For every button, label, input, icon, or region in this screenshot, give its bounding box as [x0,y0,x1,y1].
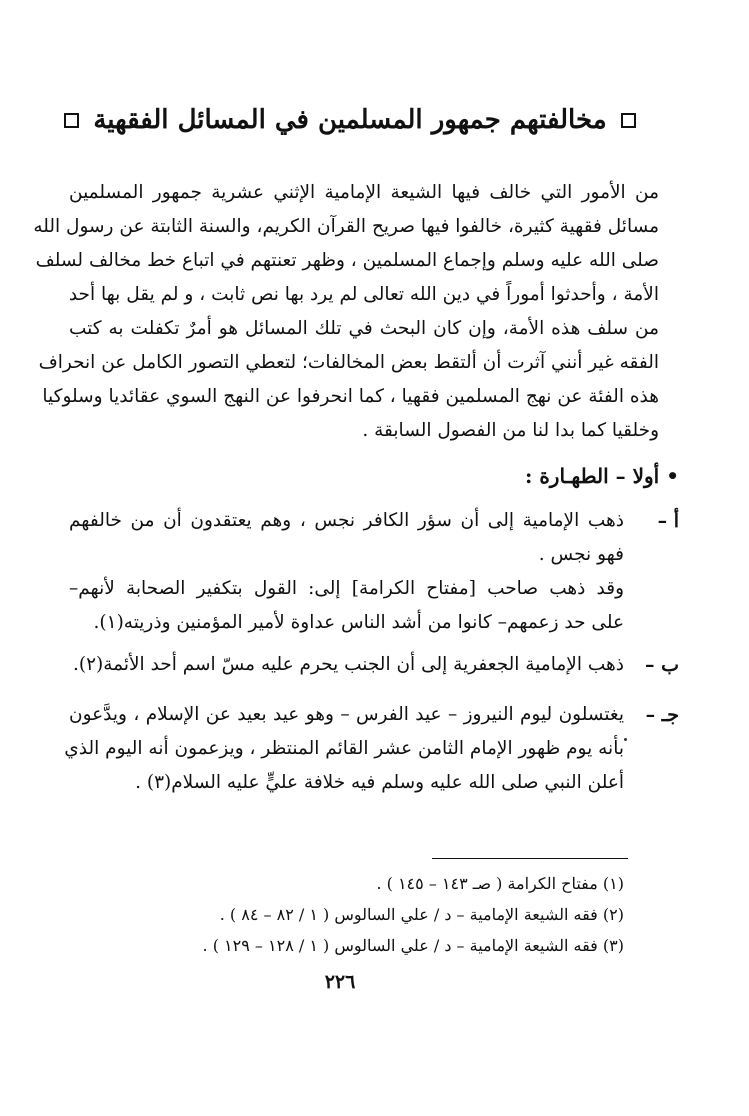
footnote-divider [432,858,628,859]
section-title: • أولا – الطهـارة : [524,464,679,488]
intro-line: من سلف هذه الأمة، وإن كان البحث في تلك المسائل هو أمرٌ تكفلت به كتب [69,318,659,339]
item-line: وقد ذهب صاحب [مفتاح الكرامة] إلى: القول بتكفير الصحابة لأنهم– [69,578,624,599]
item-line: فهو نجس . [538,544,624,565]
item-marker: أ – [657,510,679,532]
item-line: ذهب الإمامية إلى أن سؤر الكافر نجس ، وهم يعتقدون أن من خالفهم [69,510,624,531]
intro-line: صلى الله عليه وسلم وإجماع المسلمين ، وظهر تعنتهم في اتباع خط مخالف لسلف [35,250,659,271]
heading-text: مخالفتهم جمهور المسلمين في المسائل الفقهية [93,105,607,135]
intro-line: من الأمور التي خالف فيها الشيعة الإمامية الإثني عشرية جمهور المسلمين [69,182,659,203]
item-line: على حد زعمهم– كانوا من أشد الناس عداوة لأمير المؤمنين وذريته(١). [93,612,624,633]
intro-line: مسائل فقهية كثيرة، خالفوا فيها صريح القرآن الكريم، والسنة الثابتة عن رسول الله [33,216,659,237]
print-speck [624,738,627,741]
intro-line: هذه الفئة عن نهج المسلمين فقهيا ، كما انحرفوا عن النهج السوي عقائديا وسلوكيا [42,386,659,407]
footnote: (٢) فقه الشيعة الإمامية – د / علي السالوس ( ١ / ٨٢ – ٨٤ ) . [219,905,624,924]
item-marker: جـ – [645,704,679,726]
footnote: (١) مفتاح الكرامة ( صـ ١٤٣ – ١٤٥ ) . [376,874,624,893]
page-heading [93,98,607,142]
item-line: أعلن النبي صلى الله عليه وسلم فيه خلافة عليٍّ عليه السلام(٣) . [135,772,624,793]
intro-line: الفقه غير أنني آثرت أن ألتقط بعض المخالفات؛ لتعطي التصور الكامل عن انحراف [38,352,659,373]
page-number: ٢٢٦ [324,971,356,993]
square-bullet-icon [621,113,636,128]
footnote: (٣) فقه الشيعة الإمامية – د / علي السالوس ( ١ / ١٢٨ – ١٢٩ ) . [202,936,624,955]
intro-line: وخلقيا كما بدا لنا من الفصول السابقة . [362,420,659,441]
item-line: بأنه يوم ظهور الإمام الثامن عشر القائم المنتظر ، ويزعمون أنه اليوم الذي [64,738,624,759]
item-line: يغتسلون ليوم النيروز – عيد الفرس – وهو عيد بعيد عن الإسلام ، ويدَّعون [69,704,624,725]
square-bullet-icon [64,113,79,128]
item-marker: ب – [644,654,679,676]
intro-line: الأمة ، وأحدثوا أموراً في دين الله تعالى لم يرد بها نص ثابت ، و لم يقل بها أحد [68,284,659,305]
item-line: ذهب الإمامية الجعفرية إلى أن الجنب يحرم عليه مسّ اسم أحد الأئمة(٢). [72,654,624,675]
